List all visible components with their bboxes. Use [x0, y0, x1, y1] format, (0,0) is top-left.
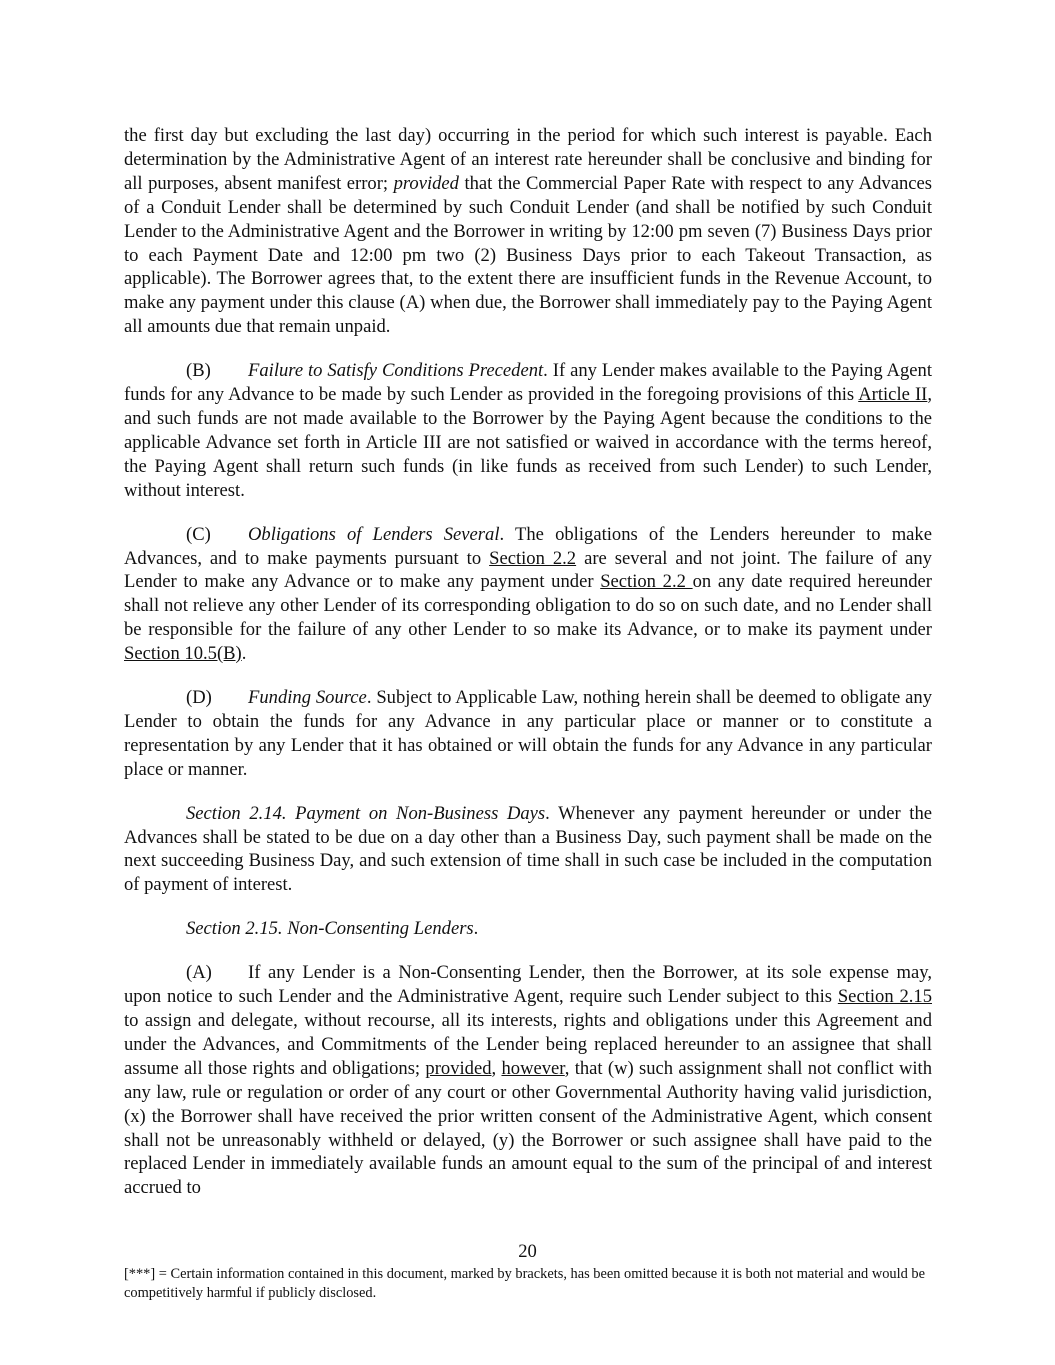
cross-reference: Article II: [858, 384, 928, 406]
text: .: [473, 918, 479, 940]
paragraph-b: [124, 359, 932, 502]
provided-term: provided: [393, 172, 459, 194]
clause-label: (A): [186, 962, 212, 984]
text: that the Commercial Paper Rate with respect to any Advances of a Conduit Lender shall be determined by such Conduit Lender (and shall be notified by such Conduit Lender to the Administrative Agent and the Borrower in writing by 12:00 pm seven (7) Business Days prior to each Payment Date and 12:00 pm two (2) Business Days prior to each Takeout Transaction, as applicable). The Borrower agrees that, to the extent there are insufficient funds in the Revenue Account, to make any payment under this clause (A) when due, the Borrower shall immediately pay to the Paying Agent all amounts due that remain unpaid.: [124, 172, 932, 338]
text: If any Lender is a Non-Consenting Lender, then the Borrower, at its sole expense may, upon notice to such Lender and the Administrative Agent, require such Lender subject to this: [124, 962, 932, 1008]
cross-reference: Section 2.15: [837, 986, 932, 1008]
text: , that (w) such assignment shall not conflict with any law, rule or regulation or order of any court or other Governmental Authority having valid jurisdiction, (x) the Borrower shall have received the prior written consent of the Administrative Agent, which consent shall not be unreasonably withheld or delayed, (y) the Borrower or such assignee shall have paid to the replaced Lender in immediately available funds an amount equal to the sum of the principal of and interest accrued to: [124, 1057, 932, 1199]
text: , and such funds are not made available to the Borrower by the Paying Agent because the conditions to the applicable Advance set forth in Article III are not satisfied or waived in accordance with the terms hereof, the Paying Agent shall return such funds (in like funds as received from such Lender) to such Lender, without interest.: [124, 384, 933, 501]
cross-reference: Section 2.2: [489, 547, 577, 569]
clause-label: (B): [186, 360, 211, 382]
paragraph-a: [124, 961, 932, 1200]
cross-reference: Section 2.2: [600, 571, 693, 593]
clause-title: Failure to Satisfy Conditions Precedent: [248, 360, 544, 382]
text: . Whenever any payment hereunder or under the Advances shall be stated to be due on a day other than a Business Day, such payment shall be made on the next succeeding Business Day, and such extension of time shall in such case be included in the computation of payment of interest.: [124, 802, 932, 896]
paragraph-d: [124, 686, 932, 782]
however-term: however: [501, 1057, 565, 1079]
paragraph-continuation: [124, 124, 932, 339]
text: to assign and delegate, without recourse, all its interests, rights and obligations under this Agreement and under the Advances, and Commitments of the Lender being replaced hereunder to an assignee that shall assume all those rights and obligations;: [124, 1010, 932, 1079]
page-number: 20: [518, 1241, 537, 1262]
clause-title: Funding Source: [248, 687, 367, 709]
section-heading: Section 2.14. Payment on Non-Business Days: [186, 802, 546, 824]
text: ,: [491, 1057, 502, 1079]
text: on any date required hereunder shall not relieve any other Lender of its corresponding obligation to do so on such date, and no Lender shall be responsible for the failure of any other Lender to so make its Advance, or to make its payment under: [124, 571, 933, 641]
clause-label: (C): [186, 523, 211, 545]
section-2-14: [124, 802, 932, 898]
clause-title: Obligations of Lenders Several: [248, 523, 500, 545]
text: the first day but excluding the last day) occurring in the period for which such interest is payable. Each determination by the Administrative Agent of an interest rate hereunder shall be conclusive and binding for all purposes, absent manifest error;: [124, 125, 932, 194]
document-body: [124, 124, 932, 1220]
text: . Subject to Applicable Law, nothing herein shall be deemed to obligate any Lender to obtain the funds for any Advance in any particular place or manner or to constitute a representation by any Lender that it has obtained or will obtain the funds for any Advance in any particular place or manner.: [124, 687, 932, 780]
text: are several and not joint. The failure of any Lender to make any Advance or to make any payment under: [124, 547, 932, 593]
section-2-15-heading: [124, 917, 932, 941]
footnote: [***] = Certain information contained in this document, marked by brackets, has been omitted because it is both not material and would be competitively harmful if publicly disclosed.: [124, 1266, 925, 1301]
provided-term: provided: [425, 1057, 492, 1079]
section-heading: Section 2.15. Non-Consenting Lenders: [186, 918, 474, 940]
cross-reference: Section 10.5(B): [124, 643, 242, 665]
paragraph-c: [124, 523, 932, 666]
text: . If any Lender makes available to the Paying Agent funds for any Advance to be made by such Lender as provided in the foregoing provisions of this: [124, 360, 932, 406]
text: .: [241, 643, 247, 665]
clause-label: (D): [186, 687, 212, 709]
text: . The obligations of the Lenders hereunder to make Advances, and to make payments pursuant to: [124, 523, 932, 569]
